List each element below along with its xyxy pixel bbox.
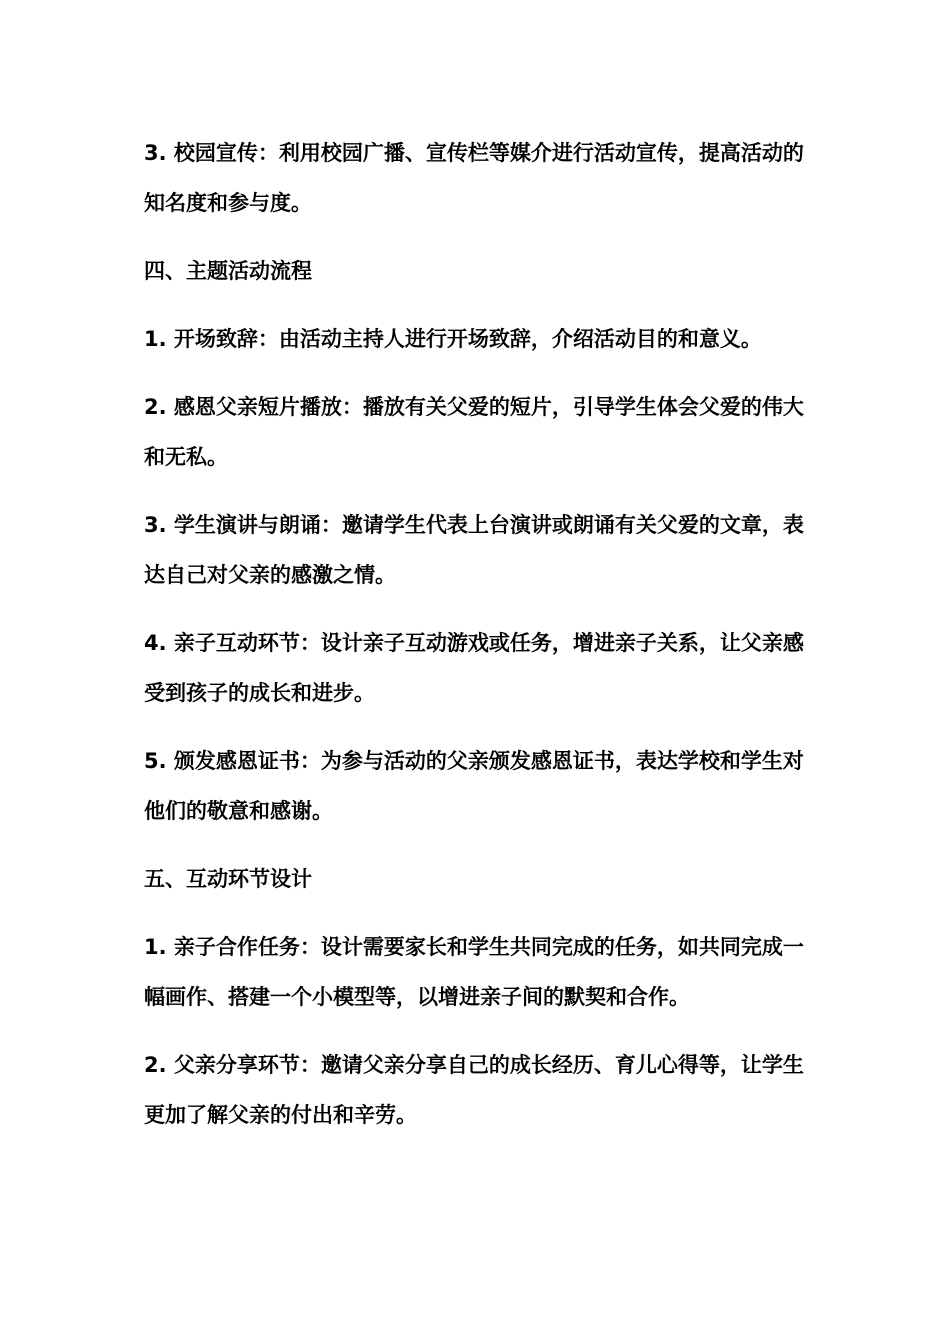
- paragraph-opening-speech: 1. 开场致辞：由活动主持人进行开场致辞，介绍活动目的和意义。: [144, 327, 762, 351]
- section-heading-activity-flow: 四、主题活动流程: [144, 259, 312, 283]
- paragraph-cooperation-task: 1. 亲子合作任务：设计需要家长和学生共同完成的任务，如共同完成一幅画作、搭建一个小模型等，以增进亲子间的默契和合作。: [144, 935, 804, 1009]
- section-heading-interaction-design: 五、互动环节设计: [144, 867, 312, 891]
- paragraph-campus-promotion: 3. 校园宣传：利用校园广播、宣传栏等媒介进行活动宣传，提高活动的知名度和参与度。: [144, 141, 804, 215]
- paragraph-father-sharing: 2. 父亲分享环节：邀请父亲分享自己的成长经历、育儿心得等，让学生更加了解父亲的付出和辛劳。: [144, 1053, 804, 1127]
- document-body: [144, 128, 808, 1158]
- paragraph-short-film: 2. 感恩父亲短片播放：播放有关父爱的短片，引导学生体会父爱的伟大和无私。: [144, 395, 804, 469]
- paragraph-parent-child-interaction: 4. 亲子互动环节：设计亲子互动游戏或任务，增进亲子关系，让父亲感受到孩子的成长和进步。: [144, 631, 804, 705]
- paragraph-certificate: 5. 颁发感恩证书：为参与活动的父亲颁发感恩证书，表达学校和学生对他们的敬意和感谢。: [144, 749, 804, 823]
- paragraph-student-speech: 3. 学生演讲与朗诵：邀请学生代表上台演讲或朗诵有关父爱的文章，表达自己对父亲的感激之情。: [144, 513, 804, 587]
